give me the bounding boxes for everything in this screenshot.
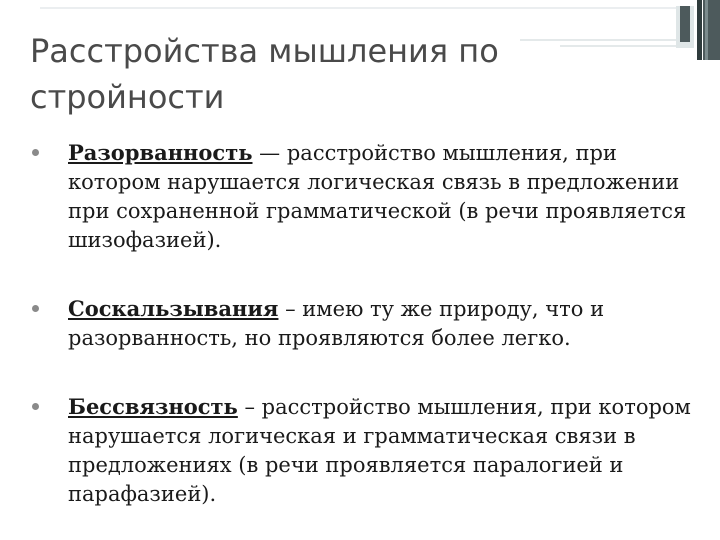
bullet-item bbox=[32, 392, 692, 509]
bullet-icon bbox=[32, 149, 39, 156]
bullet-text: – расстройство мышления, при котором нарушается логическая и грамматическая связи в предложениях (в речи проявляется паралогией и парафазией). bbox=[68, 395, 691, 506]
bullet-item bbox=[32, 138, 692, 255]
bullet-icon bbox=[32, 305, 39, 312]
bullet-term: Бессвязность bbox=[68, 394, 238, 419]
slide-title: Расстройства мышления по стройности bbox=[30, 32, 499, 116]
bullet-icon bbox=[32, 403, 39, 410]
bullet-text: — расстройство мышления, при котором нарушается логическая связь в предложении при сохраненной грамматической (в речи проявляется шизофазией). bbox=[68, 141, 687, 252]
bullet-text: – имею ту же природу, что и разорванность, но проявляются более легко. bbox=[68, 297, 605, 350]
bullet-list bbox=[32, 138, 692, 509]
bullet-term: Разорванность bbox=[68, 140, 253, 165]
bullet-item bbox=[32, 294, 692, 353]
bullet-term: Соскальзывания bbox=[68, 296, 279, 321]
